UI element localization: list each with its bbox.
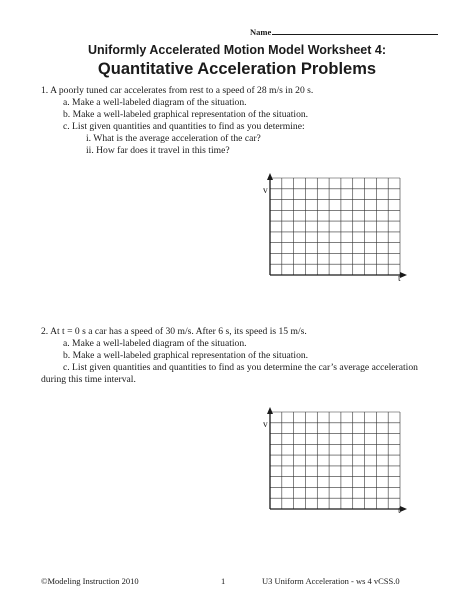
problem-1-vt-grid bbox=[262, 170, 412, 280]
problem-1-part-c-i: i. What is the average acceleration of the car? bbox=[86, 133, 261, 144]
problem-2-vt-grid bbox=[262, 404, 412, 514]
problem-2-part-c-continued: during this time interval. bbox=[41, 374, 136, 385]
footer-document-id: U3 Uniform Acceleration - ws 4 vCSS.0 bbox=[262, 576, 400, 586]
problem-1-part-a: a. Make a well-labeled diagram of the situation. bbox=[63, 97, 247, 108]
problem-2-part-c: c. List given quantities and quantities to find as you determine the car’s average acceleration bbox=[63, 362, 418, 373]
problem-1-part-c-ii: ii. How far does it travel in this time? bbox=[86, 145, 230, 156]
problem-2-part-b: b. Make a well-labeled graphical representation of the situation. bbox=[63, 350, 309, 361]
footer-page-number: 1 bbox=[221, 576, 226, 586]
footer-copyright: ©Modeling Instruction 2010 bbox=[41, 576, 139, 586]
name-field bbox=[250, 27, 438, 37]
problem-1-v-axis-label: v bbox=[263, 186, 268, 196]
problem-2-v-axis-label: v bbox=[263, 420, 268, 430]
worksheet-title: Quantitative Acceleration Problems bbox=[97, 60, 377, 78]
problem-1-part-b: b. Make a well-labeled graphical representation of the situation. bbox=[63, 109, 309, 120]
problem-2-t-axis-label: t bbox=[398, 506, 401, 516]
problem-2-statement: 2. At t = 0 s a car has a speed of 30 m/s. After 6 s, its speed is 15 m/s. bbox=[41, 326, 307, 337]
problem-1-statement: 1. A poorly tuned car accelerates from rest to a speed of 28 m/s in 20 s. bbox=[41, 85, 314, 96]
name-label: Name bbox=[250, 27, 272, 37]
name-blank-line bbox=[272, 27, 438, 35]
problem-1-part-c: c. List given quantities and quantities to find as you determine: bbox=[63, 121, 305, 132]
problem-1-t-axis-label: t bbox=[398, 274, 401, 284]
worksheet-subtitle: Uniformly Accelerated Motion Model Worksheet 4: bbox=[88, 43, 386, 57]
problem-2-part-a: a. Make a well-labeled diagram of the situation. bbox=[63, 338, 247, 349]
